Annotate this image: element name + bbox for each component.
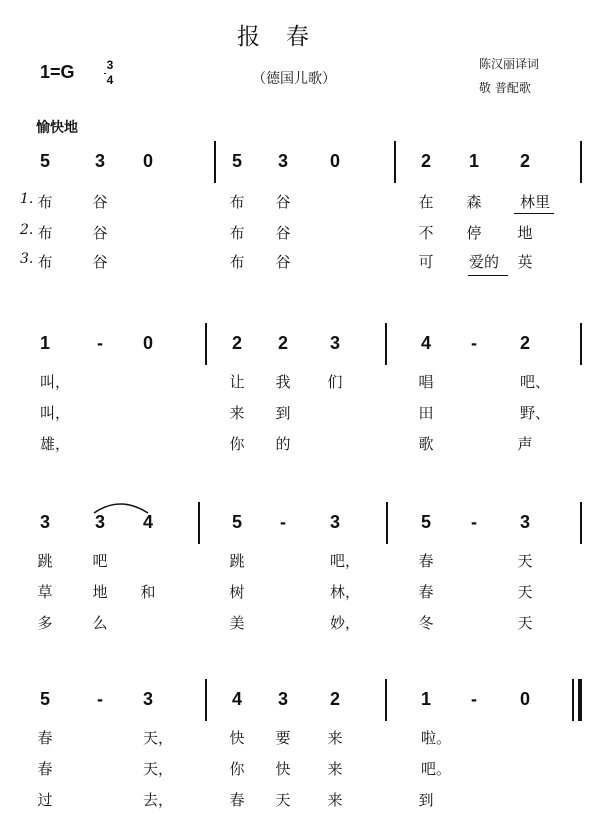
lyric-s3-v2-6: 林， bbox=[329, 583, 360, 601]
lyric-s1-v1-2: 谷 bbox=[92, 193, 108, 211]
note-s4-5: 3 bbox=[277, 689, 288, 709]
lyric-s1-v3-7: 可 bbox=[418, 253, 434, 271]
lyric-s3-v3-4: 美 bbox=[229, 614, 245, 632]
lyric-s4-v1-4: 快 bbox=[229, 729, 245, 747]
lyric-s1-v3-4: 布 bbox=[229, 253, 245, 271]
lyric-s1-v3-8: 爱的 bbox=[468, 253, 499, 271]
note-s3-2: 3 bbox=[94, 512, 105, 532]
barline bbox=[385, 679, 387, 721]
note-s2-8: - bbox=[471, 333, 477, 353]
lyric-s2-v3-1: 雄， bbox=[39, 435, 70, 453]
lyric-s1-v1-1: 布 bbox=[37, 193, 53, 211]
lyric-s2-v3-4: 你 bbox=[229, 435, 245, 453]
lyric-s3-v2-9: 天 bbox=[517, 583, 533, 601]
lyric-s1-v1-4: 布 bbox=[229, 193, 245, 211]
slur bbox=[92, 497, 152, 517]
lyric-s2-v2-1: 叫， bbox=[39, 404, 70, 422]
lyric-s3-v1-1: 跳 bbox=[37, 552, 53, 570]
barline bbox=[580, 323, 582, 365]
note-s2-9: 2 bbox=[519, 333, 530, 353]
note-s4-4: 4 bbox=[231, 689, 242, 709]
barline bbox=[198, 502, 200, 544]
lyric-s2-v2-4: 来 bbox=[229, 404, 245, 422]
note-s3-5: - bbox=[280, 512, 286, 532]
lyric-s2-v1-4: 让 bbox=[229, 373, 245, 391]
note-s2-3: 0 bbox=[142, 333, 153, 353]
lyric-s2-v1-6: 们 bbox=[327, 373, 343, 391]
lyric-s4-v1-3: 天， bbox=[142, 729, 173, 747]
barline bbox=[386, 502, 388, 544]
lyric-s4-v1-1: 春 bbox=[37, 729, 53, 747]
note-s1-3: 0 bbox=[142, 151, 153, 171]
time-signature-line bbox=[104, 73, 106, 74]
note-s2-5: 2 bbox=[277, 333, 288, 353]
note-s1-4: 5 bbox=[231, 151, 242, 171]
note-s4-7: 1 bbox=[420, 689, 431, 709]
final-barline bbox=[578, 679, 582, 721]
tempo-marking: 愉快地 bbox=[36, 119, 78, 135]
note-s2-1: 1 bbox=[39, 333, 50, 353]
song-subtitle: （德国儿歌） bbox=[252, 71, 336, 87]
barline bbox=[385, 323, 387, 365]
song-title: 报春 bbox=[237, 24, 335, 50]
note-s4-1: 5 bbox=[39, 689, 50, 709]
time-signature bbox=[104, 58, 116, 88]
note-s2-4: 2 bbox=[231, 333, 242, 353]
lyric-s1-v1-8: 森 bbox=[466, 193, 482, 211]
lyric-s4-v3-4: 春 bbox=[229, 791, 245, 809]
lyric-s2-v3-5: 的 bbox=[275, 435, 291, 453]
lyric-s1-v2-7: 不 bbox=[418, 224, 434, 242]
lyric-s4-v3-6: 来 bbox=[327, 791, 343, 809]
lyric-s4-v3-5: 天 bbox=[275, 791, 291, 809]
note-s1-9: 2 bbox=[519, 151, 530, 171]
note-s2-7: 4 bbox=[420, 333, 431, 353]
lyric-s3-v2-7: 春 bbox=[418, 583, 434, 601]
lyric-s3-v3-6: 妙， bbox=[329, 614, 360, 632]
lyric-s1-v3-2: 谷 bbox=[92, 253, 108, 271]
barline bbox=[205, 323, 207, 365]
note-s2-6: 3 bbox=[329, 333, 340, 353]
lyricist-credit: 陈汉丽译词 bbox=[479, 57, 540, 71]
lyric-s2-v3-9: 声 bbox=[517, 435, 533, 453]
lyric-s4-v2-4: 你 bbox=[229, 760, 245, 778]
note-s1-8: 1 bbox=[468, 151, 479, 171]
barline bbox=[394, 141, 396, 183]
lyric-s4-v2-3: 天， bbox=[142, 760, 173, 778]
barline bbox=[580, 141, 582, 183]
verse-number: 1. bbox=[20, 191, 34, 207]
lyric-s3-v3-9: 天 bbox=[517, 614, 533, 632]
lyric-s4-v3-1: 过 bbox=[37, 791, 53, 809]
note-s2-2: - bbox=[97, 333, 103, 353]
lyric-s4-v1-6: 来 bbox=[327, 729, 343, 747]
note-s1-1: 5 bbox=[39, 151, 50, 171]
note-s3-9: 3 bbox=[519, 512, 530, 532]
lyric-s1-v1-7: 在 bbox=[418, 193, 434, 211]
barline bbox=[580, 502, 582, 544]
melisma-underline bbox=[514, 213, 554, 214]
lyric-s2-v2-7: 田 bbox=[418, 404, 434, 422]
lyric-s4-v1-7: 啦。 bbox=[420, 729, 451, 747]
note-s3-8: - bbox=[471, 512, 477, 532]
lyric-s2-v3-7: 歌 bbox=[418, 435, 434, 453]
final-barline-thin bbox=[572, 679, 574, 721]
lyric-s1-v3-1: 布 bbox=[37, 253, 53, 271]
key-signature: 1=G bbox=[40, 62, 75, 82]
note-s1-2: 3 bbox=[94, 151, 105, 171]
lyric-s1-v2-4: 布 bbox=[229, 224, 245, 242]
lyric-s4-v3-3: 去， bbox=[142, 791, 173, 809]
lyric-s3-v3-7: 冬 bbox=[418, 614, 434, 632]
lyric-s1-v1-9: 林里 bbox=[519, 193, 550, 211]
note-s3-1: 3 bbox=[39, 512, 50, 532]
lyric-s4-v1-5: 要 bbox=[275, 729, 291, 747]
lyric-s4-v2-5: 快 bbox=[275, 760, 291, 778]
lyric-s3-v1-6: 吧， bbox=[329, 552, 360, 570]
note-s4-6: 2 bbox=[329, 689, 340, 709]
lyric-s3-v1-4: 跳 bbox=[229, 552, 245, 570]
lyric-s3-v1-2: 吧 bbox=[92, 552, 108, 570]
lyric-s3-v2-2: 地 bbox=[92, 583, 108, 601]
lyric-s1-v2-5: 谷 bbox=[275, 224, 291, 242]
lyric-s2-v1-7: 唱 bbox=[418, 373, 434, 391]
lyric-s4-v2-1: 春 bbox=[37, 760, 53, 778]
note-s4-9: 0 bbox=[519, 689, 530, 709]
note-s4-3: 3 bbox=[142, 689, 153, 709]
verse-number: 2. bbox=[20, 222, 34, 238]
lyric-s1-v2-1: 布 bbox=[37, 224, 53, 242]
lyric-s3-v2-4: 树 bbox=[229, 583, 245, 601]
note-s4-8: - bbox=[471, 689, 477, 709]
lyric-s3-v3-2: 么 bbox=[92, 614, 108, 632]
lyric-s3-v2-3: 和 bbox=[140, 583, 156, 601]
lyric-s3-v3-1: 多 bbox=[37, 614, 53, 632]
time-signature-top: 3 bbox=[106, 58, 114, 72]
melisma-underline bbox=[468, 275, 508, 276]
verse-number: 3. bbox=[20, 251, 34, 267]
note-s3-7: 5 bbox=[420, 512, 431, 532]
lyric-s3-v1-7: 春 bbox=[418, 552, 434, 570]
lyric-s1-v2-9: 地 bbox=[517, 224, 533, 242]
note-s3-4: 5 bbox=[231, 512, 242, 532]
note-s1-6: 0 bbox=[329, 151, 340, 171]
lyric-s1-v3-9: 英 bbox=[517, 253, 533, 271]
lyric-s2-v2-9: 野、 bbox=[519, 404, 550, 422]
lyric-s2-v1-5: 我 bbox=[275, 373, 291, 391]
lyric-s1-v2-2: 谷 bbox=[92, 224, 108, 242]
note-s3-3: 4 bbox=[142, 512, 153, 532]
lyric-s1-v3-5: 谷 bbox=[275, 253, 291, 271]
note-s1-7: 2 bbox=[420, 151, 431, 171]
lyric-s3-v2-1: 草 bbox=[37, 583, 53, 601]
barline bbox=[205, 679, 207, 721]
lyric-s2-v2-5: 到 bbox=[275, 404, 291, 422]
arranger-credit: 敬 普配歌 bbox=[479, 81, 531, 95]
barline bbox=[214, 141, 216, 183]
note-s3-6: 3 bbox=[329, 512, 340, 532]
lyric-s4-v2-6: 来 bbox=[327, 760, 343, 778]
slur-curve bbox=[94, 504, 148, 513]
lyric-s1-v1-5: 谷 bbox=[275, 193, 291, 211]
lyric-s2-v1-1: 叫， bbox=[39, 373, 70, 391]
time-signature-bottom: 4 bbox=[106, 73, 114, 87]
lyric-s3-v1-9: 天 bbox=[517, 552, 533, 570]
lyric-s4-v3-7: 到 bbox=[418, 791, 434, 809]
lyric-s1-v2-8: 停 bbox=[466, 224, 482, 242]
note-s4-2: - bbox=[97, 689, 103, 709]
lyric-s4-v2-7: 吧。 bbox=[420, 760, 451, 778]
lyric-s2-v1-9: 吧、 bbox=[519, 373, 550, 391]
note-s1-5: 3 bbox=[277, 151, 288, 171]
